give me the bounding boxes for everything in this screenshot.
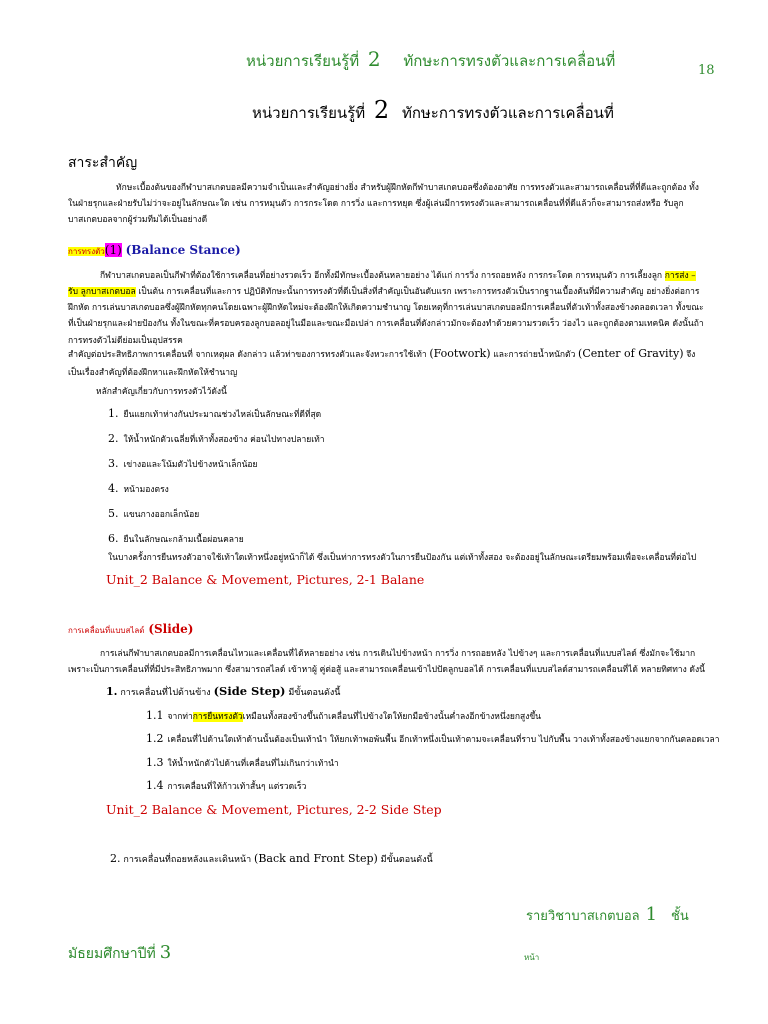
title-unit-label: หน่วยการเรียนรู้ที่: [252, 104, 366, 122]
footer-grade: มัธยมศึกษาปีที่ 3: [68, 942, 172, 963]
slide-tag: การเคลื่อนที่แบบสไลด์: [68, 626, 145, 635]
back-front-step-heading: 2. การเคลื่อนที่ถอยหลังและเดินหน้า (Back and Front Step) มีขั้นตอนดังนี้: [110, 852, 433, 865]
list-item: 1.2 เคลื่อนที่ไปด้านใดเท้าด้านนั้นต้องเป็นเท้านำ ให้ยกเท้าพอพ้นพื้น อีกเท้าหนึ่งเป็นเท้าตามจะเคลื่อนที่ราบ ไปกับพื้น วางเท้าทั้งสองข้างแยกจากกันตลอดเวลา: [146, 732, 720, 745]
essence-paragraph: ทักษะเบื้องต้นของกีฬาบาสเกตบอลมีความจำเป็นและสำคัญอย่างยิ่ง สำหรับผู้ฝึกหัดกีฬาบาสเกตบอลซึ่งต้องอาศัย การทรงตัวและสามารถเคลื่อนที่ที่ดีและถูกต้อง ทั้งในฝ่ายรุกและฝ่ายรับไม่ว่าจะอยู่ในลักษณะใด เช่น การหมุนตัว การกระโดด การวิ่ง และการหยุด ซึ่งผู้เล่นมีการทรงตัวและสามารถเคลื่อนที่ที่ดีแล้วก็จะสามารถส่งหรือ รับลูกบาสเกตบอลจากผู้ร่วมทีมได้เป็นอย่างดี: [68, 183, 699, 226]
running-header: [246, 47, 615, 73]
balance-para2-b: และการถ่ายน้ำหนักตัว: [493, 350, 576, 360]
principles-intro: หลักสำคัญเกี่ยวกับการทรงตัวไว้ดังนี้: [96, 387, 227, 397]
header-unit-label: หน่วยการเรียนรู้ที่: [246, 52, 360, 70]
balance-para2-a: สำคัญต่อประสิทธิภาพการเคลื่อนที่ จากเหตุผล ดังกล่าว แล้วท่าของการทรงตัวและจังหวะการใช้เท้า: [68, 350, 427, 360]
back-front-step-term: (Back and Front Step): [254, 852, 378, 865]
slide-title: (Slide): [148, 622, 194, 636]
list-item: 6. ยืนในลักษณะกล้ามเนื้อผ่อนคลาย: [108, 532, 244, 545]
slide-paragraph: การเล่นกีฬาบาสเกตบอลมีการเคลื่อนไหวและเคลื่อนที่ได้หลายอย่าง เช่น การเดินไปข้างหน้า การวิ่ง การถอยหลัง ไปข้างๆ และการเคลื่อนที่แบบสไลด์ ซึ่งมักจะใช้มากเพราะเป็นการเคลื่อนที่ที่มีประสิทธิภาพมาก ซึ่งสามารถสไลด์ เข้าหาผู้ คู่ต่อสู้ และสามารถเคลื่อนเข้าไปปัดลูกบอลได้ การเคลื่อนที่แบบสไลด์สามารถเคลื่อนที่ได้ หลายทิศทาง ดังนี้: [68, 649, 705, 676]
balance-index: (1): [104, 243, 122, 257]
title-unit-number: 2: [373, 96, 390, 124]
page-title: [252, 96, 614, 125]
list-item: 1. ยืนแยกเท้าห่างกันประมาณช่วงไหล่เป็นลักษณะที่ดีที่สุด: [108, 407, 322, 420]
unit-reference-link-1[interactable]: Unit_2 Balance & Movement, Pictures, 2-1 Balane: [106, 572, 425, 587]
title-unit-name: ทักษะการทรงตัวและการเคลื่อนที่: [401, 104, 614, 122]
list-item: 3. เข่างอและโน้มตัวไปข้างหน้าเล็กน้อย: [108, 457, 258, 470]
balance-paragraph-1: [68, 268, 708, 349]
list-item: 5. แขนกางออกเล็กน้อย: [108, 507, 200, 520]
center-of-gravity-term: (Center of Gravity): [578, 347, 684, 360]
header-unit-name: ทักษะการทรงตัวและการเคลื่อนที่: [403, 52, 616, 70]
essence-heading: สาระสำคัญ: [68, 155, 138, 171]
list-item: 4. หน้ามองตรง: [108, 482, 169, 495]
balance-para2-c: จึงเป็นเรื่องสำคัญที่ต้องฝึกหาและฝึกหัดให้ชำนาญ: [68, 350, 696, 378]
list-item: 1.4 การเคลื่อนที่ให้ก้าวเท้าสั้นๆ แต่รวดเร็ว: [146, 779, 307, 792]
header-unit-number: 2: [367, 47, 381, 71]
balance-title: (Balance Stance): [125, 243, 241, 257]
page-number: 18: [698, 63, 715, 78]
balance-heading: [68, 243, 241, 258]
principles-list: [108, 406, 325, 556]
list-item: 1.1 จากท่าการยืนทรงตัวเหมือนทั้งสองข้างขึ้นถ้าเคลื่อนที่ไปข้างใดให้ยกมือข้างนั้นค่ำลงอีกข้างหนึ่งยกสูงขึ้น: [146, 709, 541, 722]
footer-page-word: หน้า: [524, 953, 540, 962]
list-item: 1.3 ให้น้ำหนักตัวไปด้านที่เคลื่อนที่ไม่เกินกว่าเท้านำ: [146, 756, 339, 769]
balance-note: ในบางครั้งการยืนทรงตัวอาจใช้เท้าใดเท้าหนึ่งอยู่หน้าก็ได้ ซึ่งเป็นท่าการทรงตัวในการยืนป้องกัน แต่เท้าทั้งสอง จะต้องอยู่ในลักษณะเตรียมพร้อมเพื่อจะเคลื่อนที่ต่อไป: [108, 553, 697, 563]
balance-para1-a: กีฬาบาสเกตบอลเป็นกีฬาที่ต้องใช้การเคลื่อนที่อย่างรวดเร็ว อีกทั้งมีทักษะเบื้องต้นหลายอย่าง ได้แก่ การวิ่ง การถอยหลัง การกระโดด การหมุนตัว การเลี้ยงลูก: [100, 271, 663, 281]
side-step-term: (Side Step): [213, 684, 286, 698]
balance-paragraph-2: [68, 344, 708, 381]
balance-para1-highlight: การส่ง – รับ ลูกบาสเกตบอล: [68, 271, 696, 298]
balance-para1-b: เป็นต้น การเคลื่อนที่และการ ปฏิบัติทักษะนั้นการทรงตัวที่ดีเป็นสิ่งที่สำคัญเป็นอันดับแรก เพราะการทรงตัวเป็นรากฐานเบื้องต้นที่มีความสำคัญ อย่างยิ่งต่อการฝึกหัด การเล่นบาสเกตบอลซึ่งผู้ฝึกหัดทุกคนโดยเฉพาะผู้ฝึกหัดใหม่จะต้องฝึกให้เกิดความชำนาญ โดยเหตุที่การเล่นบาสเกตบอลมีการเคลื่อนที่ตัวเท้าทั้งสองข้างตลอดเวลา ทั้งขณะที่เป็นฝ่ายรุกและฝ่ายป้องกัน ทั้งในขณะที่ครอบครองลูกบอลอยู่ในมือและขณะมือเปล่า การเคลื่อนที่ดังกล่าวมักจะต้องทำด้วยความรวดเร็ว ว่องไว และถูกต้องตามเทคนิค ดังนั้นถ้าการทรงตัวไม่ดีย่อมเป็นอุปสรรค: [68, 287, 704, 346]
balance-tag: การทรงตัว: [68, 247, 105, 256]
side-step-heading: 1. การเคลื่อนที่ไปด้านข้าง (Side Step) มีขั้นตอนดังนี้: [106, 684, 341, 698]
footwork-term: (Footwork): [429, 347, 491, 360]
footer-subject: รายวิชาบาสเกตบอล 1 ชั้น: [526, 904, 689, 925]
list-item: 2. ให้น้ำหนักตัวเฉลี่ยที่เท้าทั้งสองข้าง ค่อนไปทางปลายเท้า: [108, 432, 325, 445]
unit-reference-link-2[interactable]: Unit_2 Balance & Movement, Pictures, 2-2 Side Step: [106, 802, 442, 817]
slide-heading: [68, 622, 193, 637]
